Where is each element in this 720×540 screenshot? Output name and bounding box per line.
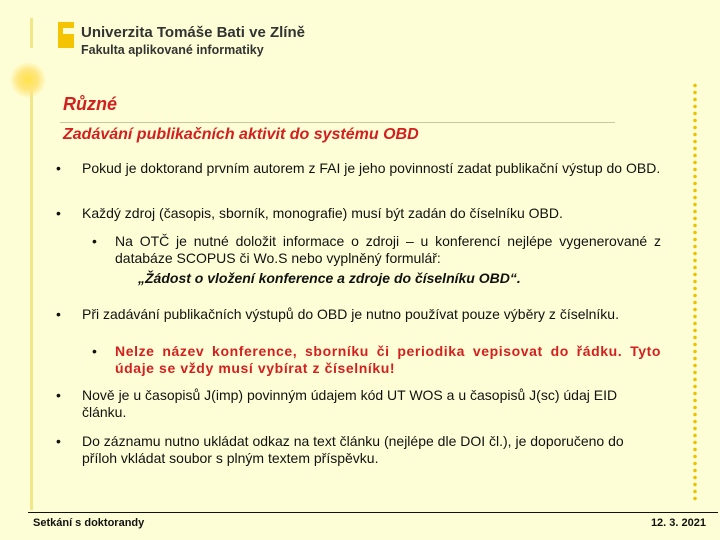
slide-title: Různé [63,94,117,114]
faculty-name: Fakulta aplikované informatiky [81,43,264,57]
slide-subtitle: Zadávání publikačních aktivit do systému OBD [63,126,419,143]
bullet-1-text: Pokud je doktorand prvním autorem z FAI je jeho povinností zadat publikační výstup do OBD. [82,160,661,176]
bullet-3-text: Při zadávání publikačních výstupů do OBD je nutno používat pouze výběry z číselníku. [82,306,619,322]
bullet-marker: • [56,205,61,221]
form-name-quote: „Žádost o vložení konference a zdroje do číselníku OBD“. [138,270,521,286]
bullet-marker: • [56,160,61,176]
bullet-marker: • [56,433,61,449]
footer-divider [28,512,718,513]
footer-event-name: Setkání s doktorandy [33,517,145,529]
bullet-marker: • [56,306,61,322]
sun-decoration [10,62,46,98]
left-rule-top [30,18,33,48]
sub-bullet-marker: • [92,343,97,359]
dotted-border [692,82,698,502]
footer-date: 12. 3. 2021 [650,517,706,529]
bullet-5-text: Do záznamu nutno ukládat odkaz na text článku (nejlépe dle DOI čl.), je doporučeno do příloh vkládat soubor s plným textem příspěvku. [82,433,624,466]
bullet-3-warning: Nelze název konference, sborníku či periodika vepisovat do řádku. Tyto údaje se vždy musí vybírat z číselníku! [115,343,661,376]
university-logo-icon [58,22,74,48]
bullet-marker: • [56,387,61,403]
sub-bullet-marker: • [92,233,97,249]
bullet-2-text: Každý zdroj (časopis, sborník, monografie) musí být zadán do číselníku OBD. [82,205,563,221]
university-name: Univerzita Tomáše Bati ve Zlíně [81,24,305,41]
left-rule [30,90,33,510]
bullet-2-sub-text: Na OTČ je nutné doložit informace o zdroji – u konferencí nejlépe vygenerované z databáze SCOPUS či Wo.S nebo vyplněný formulář: [115,233,661,266]
title-divider [60,122,615,123]
bullet-4-text: Nově je u časopisů J(imp) povinným údajem kód UT WOS a u časopisů J(sc) údaj EID článku. [82,387,618,420]
